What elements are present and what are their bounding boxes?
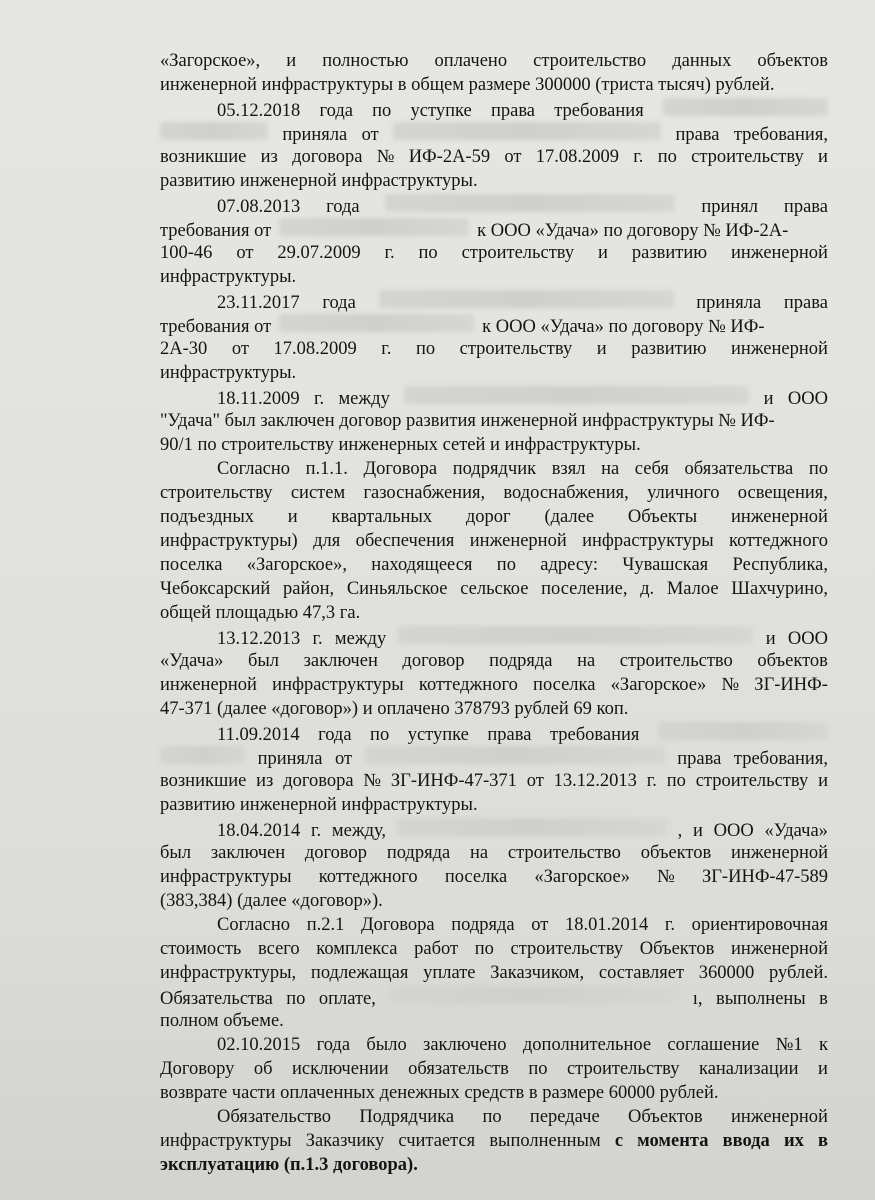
text-line: эксплуатацию (п.1.3 договора). xyxy=(160,1155,418,1175)
text-line: Договору об исключении обязательств по строительству канализации и xyxy=(160,1059,828,1079)
redacted-text xyxy=(160,746,245,764)
redacted-text xyxy=(279,218,469,236)
text-line: «Загорское», и полностью оплачено строительство данных объектов xyxy=(160,51,828,71)
text-line: требования от к ООО «Удача» по договору № ИФ-2А- xyxy=(160,218,788,240)
text-line: развитию инженерной инфраструктуры. xyxy=(160,795,478,815)
text-line: приняла от права требования, xyxy=(160,746,828,768)
text-line: подъездных и квартальных дорог (далее Объекты инженерной xyxy=(160,507,828,527)
text-line: 07.08.2013 года принял права xyxy=(217,194,828,216)
text-line: инфраструктуры Заказчику считается выполненным с момента ввода их в xyxy=(160,1131,828,1151)
text-line: требования от к ООО «Удача» по договору № ИФ- xyxy=(160,314,765,336)
text-line: Согласно п.2.1 Договора подряда от 18.01.2014 г. ориентировочная xyxy=(217,915,828,935)
text-line: инфраструктуры. xyxy=(160,267,297,287)
text-line: Обязательство Подрядчика по передаче Объектов инженерной xyxy=(217,1107,828,1127)
redacted-text xyxy=(279,314,474,332)
redacted-text xyxy=(404,386,749,404)
redacted-text xyxy=(379,290,674,308)
redacted-text xyxy=(393,122,661,140)
text-line: Согласно п.1.1. Договора подрядчик взял на себя обязательства по xyxy=(217,459,828,479)
text-line: Обязательства по оплате, ı, выполнены в xyxy=(160,986,828,1008)
text-line: инфраструктуры, подлежащая уплате Заказчиком, составляет 360000 рублей. xyxy=(160,963,828,983)
text-line: «Удача» был заключен договор подряда на строительство объектов xyxy=(160,651,828,671)
text-line: был заключен договор подряда на строительство объектов инженерной xyxy=(160,843,828,863)
redacted-text xyxy=(365,746,665,764)
redacted-text xyxy=(160,122,268,140)
text-line: 2А-30 от 17.08.2009 г. по строительству и развитию инженерной xyxy=(160,339,828,359)
redacted-text xyxy=(398,626,753,644)
text-line: инженерной инфраструктуры в общем размере 300000 (триста тысяч) рублей. xyxy=(160,75,775,95)
text-line: 05.12.2018 года по уступке права требования xyxy=(217,98,828,120)
redacted-text xyxy=(663,98,828,116)
text-line: 11.09.2014 года по уступке права требования xyxy=(217,722,828,744)
text-line: поселка «Загорское», находящееся по адресу: Чувашская Республика, xyxy=(160,555,828,575)
text-line: инженерной инфраструктуры коттеджного поселка «Загорское» № ЗГ-ИНФ- xyxy=(160,675,828,695)
redacted-text xyxy=(389,986,679,1004)
text-line: 23.11.2017 года приняла права xyxy=(217,290,828,312)
text-line: инфраструктуры) для обеспечения инженерной инфраструктуры коттеджного xyxy=(160,531,828,551)
text-line: 100-46 от 29.07.2009 г. по строительству и развитию инженерной xyxy=(160,243,828,263)
text-line: 90/1 по строительству инженерных сетей и инфраструктуры. xyxy=(160,435,641,455)
text-line: инфраструктуры коттеджного поселка «Загорское» № ЗГ-ИНФ-47-589 xyxy=(160,867,828,887)
text-line: возникшие из договора № ЗГ-ИНФ-47-371 от 13.12.2013 г. по строительству и xyxy=(160,771,828,791)
text-line: общей площадью 47,3 га. xyxy=(160,603,361,623)
text-line: строительству систем газоснабжения, водоснабжения, уличного освещения, xyxy=(160,483,828,503)
text-line: инфраструктуры. xyxy=(160,363,297,383)
text-line: 02.10.2015 года было заключено дополнительное соглашение №1 к xyxy=(217,1035,828,1055)
redacted-text xyxy=(397,818,667,836)
text-line: 18.11.2009 г. между и ООО xyxy=(217,386,828,408)
text-line: Чебоксарский район, Синьяльское сельское поселение, д. Малое Шахчурино, xyxy=(160,579,828,599)
text-line: "Удача" был заключен договор развития инженерной инфраструктуры № ИФ- xyxy=(160,411,775,431)
redacted-text xyxy=(385,194,675,212)
text-line: полном объеме. xyxy=(160,1011,284,1031)
text-line: (383,384) (далее «договор»). xyxy=(160,891,383,911)
text-line: возникшие из договора № ИФ-2А-59 от 17.08.2009 г. по строительству и xyxy=(160,147,828,167)
text-line: 18.04.2014 г. между, , и ООО «Удача» xyxy=(217,818,828,840)
text-line: возврате части оплаченных денежных средств в размере 60000 рублей. xyxy=(160,1083,719,1103)
redacted-text xyxy=(658,722,828,740)
text-line: развитию инженерной инфраструктуры. xyxy=(160,171,478,191)
text-line: 47-371 (далее «договор») и оплачено 378793 рублей 69 коп. xyxy=(160,699,629,719)
text-line: стоимость всего комплекса работ по строительству Объектов инженерной xyxy=(160,939,828,959)
text-line: приняла от права требования, xyxy=(160,122,828,144)
text-line: 13.12.2013 г. между и ООО xyxy=(217,626,828,648)
